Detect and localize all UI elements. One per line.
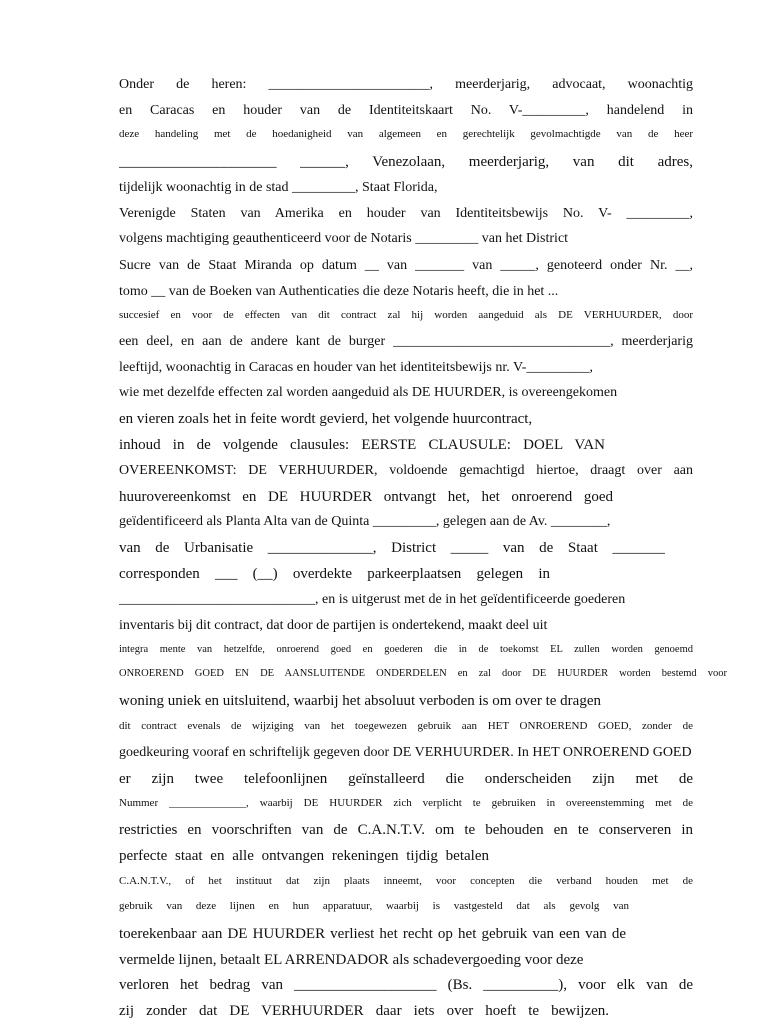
text-line: toerekenbaar aan DE HUURDER verliest het recht op het gebruik van een van de: [119, 926, 626, 942]
text-line: leeftijd, woonachtig in Caracas en houder van het identiteitsbewijs nr. V-_________,: [119, 360, 593, 375]
text-line: ONROEREND GOED EN DE AANSLUITENDE ONDERDELEN en zal door DE HUURDER worden bestemd voor: [119, 668, 727, 679]
text-line: Onder de heren: _______________________, meerderjarig, advocaat, woonachtig: [119, 77, 693, 92]
text-line: huurovereenkomst en DE HUURDER ontvangt het, het onroerend goed: [119, 489, 613, 505]
text-line: tijdelijk woonachtig in de stad _________, Staat Florida,: [119, 180, 438, 195]
text-line: inhoud in de volgende clausules: EERSTE CLAUSULE: DOEL VAN: [119, 437, 605, 453]
text-line: OVEREENKOMST: DE VERHUURDER, voldoende gemachtigd hiertoe, draagt over aan: [119, 463, 693, 478]
text-line: woning uniek en uitsluitend, waarbij het absoluut verboden is om over te dragen: [119, 693, 601, 709]
text-line: goedkeuring vooraf en schriftelijk gegeven door DE VERHUURDER. In HET ONROEREND GOED: [119, 745, 692, 760]
text-line: gebruik van deze lijnen en hun apparatuur, waarbij is vastgesteld dat als gevolg van: [119, 900, 629, 912]
text-line: restricties en voorschriften van de C.A.N.T.V. om te behouden en te conserveren in: [119, 822, 693, 838]
text-line: vermelde lijnen, betaalt EL ARRENDADOR als schadevergoeding voor deze: [119, 952, 584, 968]
text-line: en Caracas en houder van de Identiteitskaart No. V-_________, handelend in: [119, 103, 693, 118]
text-line: tomo __ van de Boeken van Authenticaties die deze Notaris heeft, die in het ...: [119, 284, 559, 299]
text-line: integra mente van hetzelfde, onroerend goed en goederen die in de toekomst EL zullen worden genoemd: [119, 644, 693, 655]
text-line: succesief en voor de effecten van dit contract zal hij worden aangeduid als DE VERHUURDER, door: [119, 309, 693, 321]
text-line: deze handeling met de hoedanigheid van algemeen en gerechtelijk gevolmachtigde van de heer: [119, 128, 693, 140]
text-line: er zijn twee telefoonlijnen geïnstalleerd die onderscheiden zijn met de: [119, 771, 693, 787]
text-line: corresponden ___ (__) overdekte parkeerplaatsen gelegen in: [119, 566, 550, 582]
text-line: wie met dezelfde effecten zal worden aangeduid als DE HUURDER, is overeengekomen: [119, 385, 618, 400]
text-line: _____________________ ______, Venezolaan, meerderjarig, van dit adres,: [119, 154, 693, 170]
text-line: volgens machtiging geauthenticeerd voor de Notaris _________ van het District: [119, 231, 569, 246]
text-line: verloren het bedrag van ___________________ (Bs. __________), voor elk van de: [119, 977, 693, 993]
text-line: Verenigde Staten van Amerika en houder van Identiteitsbewijs No. V- _________,: [119, 206, 693, 221]
text-line: Nummer ______________, waarbij DE HUURDER zich verplicht te gebruiken in overeenstemming met de: [119, 797, 693, 809]
text-line: dit contract evenals de wijziging van het toegewezen gebruik aan HET ONROEREND GOED, zonder de: [119, 720, 693, 732]
text-line: ____________________________, en is uitgerust met de in het geïdentificeerde goederen: [119, 592, 626, 607]
text-line: inventaris bij dit contract, dat door de partijen is ondertekend, maakt deel uit: [119, 618, 548, 633]
text-line: Sucre van de Staat Miranda op datum __ van _______ van _____, genoteerd onder Nr. __,: [119, 258, 693, 273]
text-line: een deel, en aan de andere kant de burger _______________________________, meerderjarig: [119, 334, 693, 349]
text-line: van de Urbanisatie ______________, District _____ van de Staat _______: [119, 540, 665, 556]
text-line: C.A.N.T.V., of het instituut dat zijn plaats inneemt, voor concepten die verband houden met de: [119, 875, 693, 887]
text-line: zij zonder dat DE VERHUURDER daar iets over hoeft te bewijzen.: [119, 1003, 609, 1019]
text-line: geïdentificeerd als Planta Alta van de Quinta _________, gelegen aan de Av. ________,: [119, 514, 611, 529]
text-line: en vieren zoals het in feite wordt gevierd, het volgende huurcontract,: [119, 411, 533, 427]
text-line: perfecte staat en alle ontvangen rekeningen tijdig betalen: [119, 848, 489, 864]
